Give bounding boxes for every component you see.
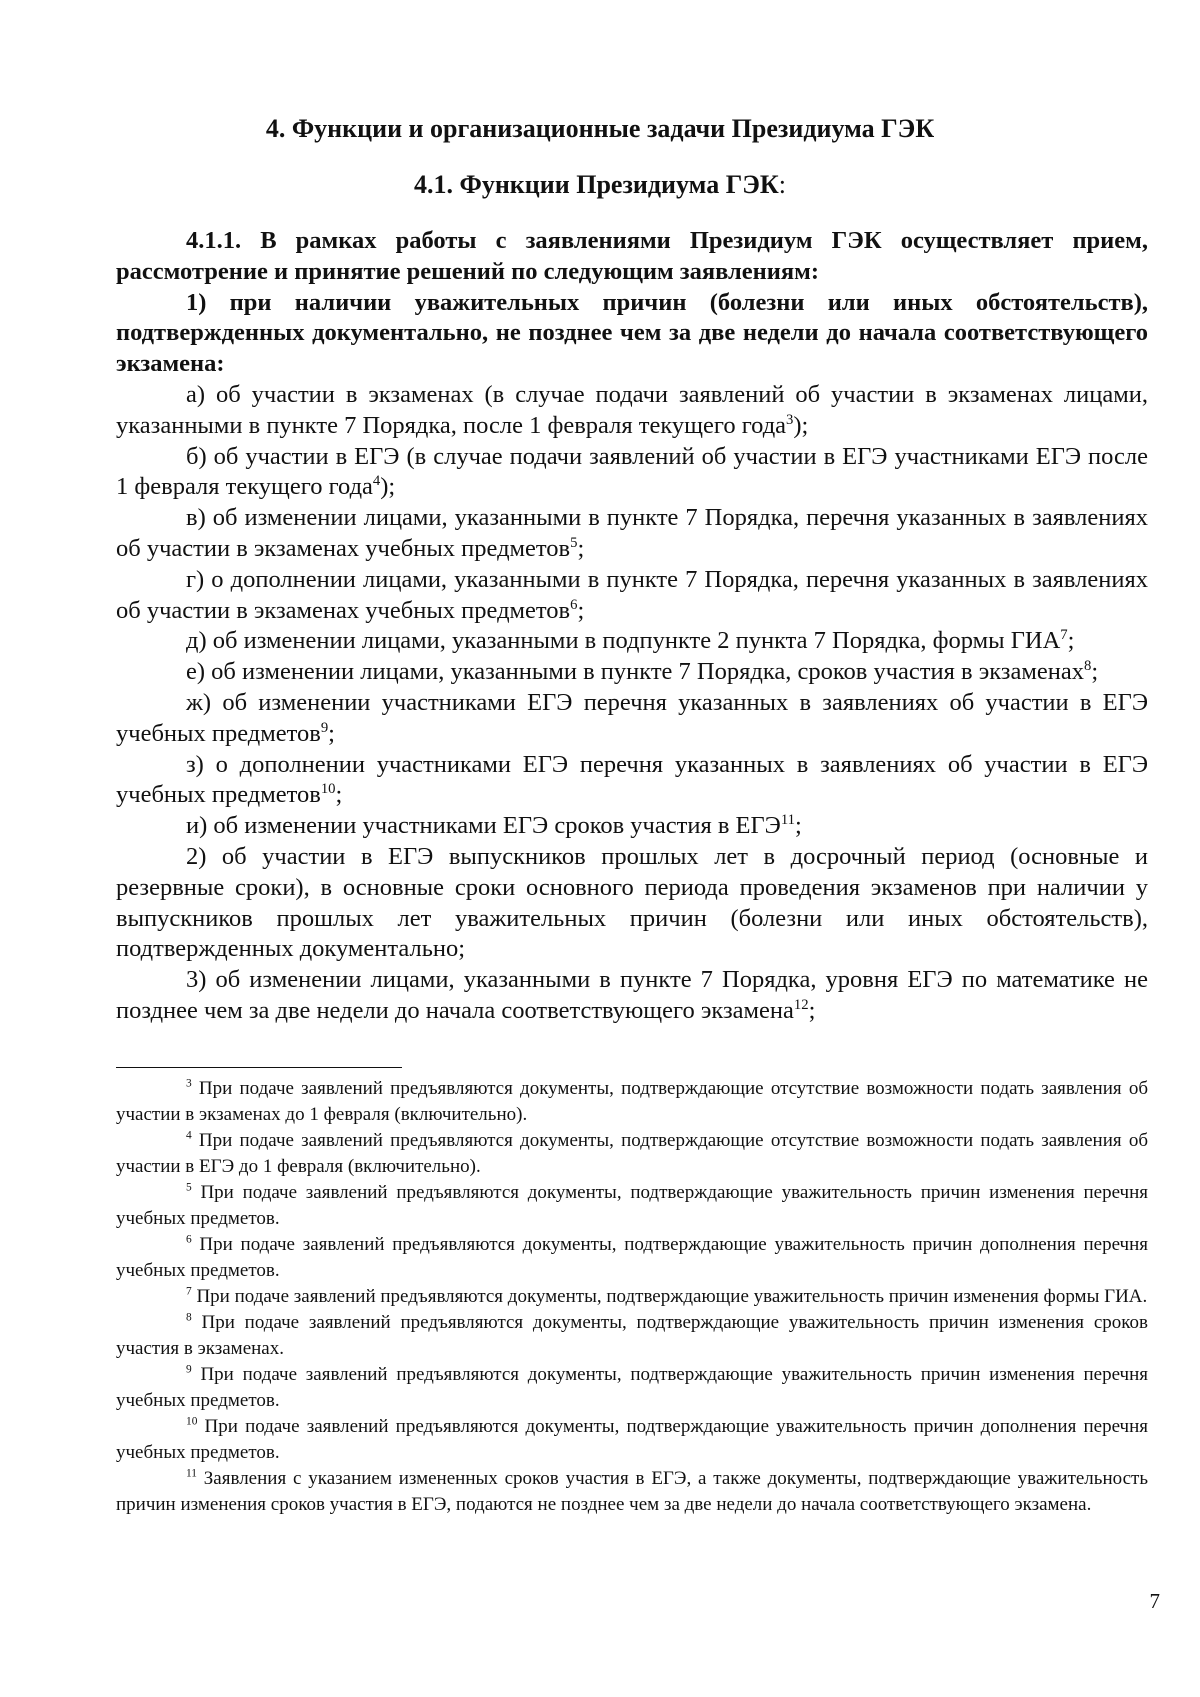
paragraph-item-v-end: ; <box>577 534 585 562</box>
footnote-ref: 11 <box>780 811 795 828</box>
footnote <box>116 1180 1148 1232</box>
subsection-heading-colon: : <box>778 170 786 199</box>
footnote-number: 10 <box>186 1415 198 1428</box>
paragraph-item-1: 1) при наличии уважительных причин (болезни или иных обстоятельств), подтвержденных документально, не позднее чем за две недели до начала соответствующего экзамена: <box>116 288 1148 378</box>
footnote <box>116 1362 1148 1414</box>
footnote-ref: 6 <box>570 596 578 613</box>
footnote <box>116 1310 1148 1362</box>
body-text <box>116 226 1148 1027</box>
paragraph-item-zh <box>116 688 1148 750</box>
footnote-text: При подаче заявлений предъявляются документы, подтверждающие уважительность причин изменения перечня учебных предметов. <box>116 1364 1148 1411</box>
paragraph-item-3-end: ; <box>808 996 816 1024</box>
footnote <box>116 1128 1148 1180</box>
paragraph-item-b-text: б) об участии в ЕГЭ (в случае подачи заявлений об участии в ЕГЭ участниками ЕГЭ после 1 февраля текущего года <box>116 442 1148 501</box>
footnote-text: При подаче заявлений предъявляются документы, подтверждающие уважительность причин изменения сроков участия в экзаменах. <box>116 1312 1148 1359</box>
paragraph-item-2: 2) об участии в ЕГЭ выпускников прошлых лет в досрочный период (основные и резервные сроки), в основные сроки основного периода проведения экзаменов при наличии у выпускников прошлых лет уважительных причин (болезни или иных обстоятельств), подтвержденных документально; <box>116 842 1148 963</box>
footnote <box>116 1414 1148 1466</box>
footnotes <box>116 1076 1148 1518</box>
paragraph-item-a-end: ); <box>793 411 809 439</box>
footnote-ref: 7 <box>1060 627 1068 644</box>
paragraph-item-z-end: ; <box>335 781 343 809</box>
footnote-number: 7 <box>186 1285 192 1298</box>
paragraph-item-a <box>116 380 1148 442</box>
footnote-text: Заявления с указанием измененных сроков участия в ЕГЭ, а также документы, подтверждающие уважительность причин изменения сроков участия в ЕГЭ, подаются не позднее чем за две недели до начала соответствующего экзамена. <box>116 1468 1148 1515</box>
paragraph-item-3-text: 3) об изменении лицами, указанными в пункте 7 Порядка, уровня ЕГЭ по математике не позднее чем за две недели до начала соответствующего экзамена <box>116 966 1148 1024</box>
paragraph-item-z <box>116 750 1148 812</box>
paragraph-item-v-text: в) об изменении лицами, указанными в пункте 7 Порядка, перечня указанных в заявлениях об участии в экзаменах учебных предметов <box>116 504 1148 562</box>
footnote-separator <box>116 1067 402 1068</box>
footnote-ref: 8 <box>1083 658 1092 674</box>
paragraph-4-1-1: 4.1.1. В рамках работы с заявлениями Президиум ГЭК осуществляет прием, рассмотрение и принятие решений по следующим заявлениям: <box>116 227 1148 285</box>
paragraph-item-b-end: ); <box>380 473 396 501</box>
footnote-ref: 9 <box>320 719 329 736</box>
paragraph-item-z-text: з) о дополнении участниками ЕГЭ перечня указанных в заявлениях об участии в ЕГЭ учебных предметов <box>116 750 1148 809</box>
paragraph-item-d-end: ; <box>1067 627 1075 655</box>
footnote-text: При подаче заявлений предъявляются документы, подтверждающие отсутствие возможности подать заявления об участии в экзаменах до 1 февраля (включительно). <box>116 1078 1148 1125</box>
footnote <box>116 1232 1148 1284</box>
footnote-number: 11 <box>186 1467 197 1480</box>
footnote-number: 4 <box>186 1129 192 1142</box>
footnote-number: 6 <box>186 1233 192 1246</box>
paragraph-item-i-end: ; <box>795 812 802 840</box>
footnote-text: При подаче заявлений предъявляются документы, подтверждающие уважительность причин изменения формы ГИА. <box>191 1286 1148 1307</box>
paragraph-item-e <box>116 657 1148 688</box>
footnote-text: При подаче заявлений предъявляются документы, подтверждающие уважительность причин дополнения перечня учебных предметов. <box>116 1234 1148 1281</box>
paragraph-item-g-end: ; <box>577 596 585 624</box>
footnote-number: 8 <box>186 1311 192 1324</box>
paragraph-item-b <box>116 442 1148 504</box>
footnote-ref: 3 <box>786 411 794 428</box>
paragraph-item-g <box>116 565 1148 627</box>
paragraph-item-zh-text: ж) об изменении участниками ЕГЭ перечня указанных в заявлениях об участии в ЕГЭ учебных предметов <box>116 688 1148 747</box>
paragraph-item-3 <box>116 965 1148 1027</box>
paragraph-item-g-text: г) о дополнении лицами, указанными в пункте 7 Порядка, перечня указанных в заявлениях об участии в экзаменах учебных предметов <box>116 565 1148 624</box>
footnote-ref: 10 <box>320 781 336 798</box>
footnote-number: 5 <box>186 1181 192 1194</box>
footnote-text: При подаче заявлений предъявляются документы, подтверждающие уважительность причин дополнения перечня учебных предметов. <box>116 1416 1148 1463</box>
footnote-text: При подаче заявлений предъявляются документы, подтверждающие отсутствие возможности подать заявления об участии в ЕГЭ до 1 февраля (включительно). <box>116 1130 1148 1177</box>
paragraph-item-e-text: е) об изменении лицами, указанными в пункте 7 Порядка, сроков участия в экзаменах <box>186 658 1084 686</box>
footnote <box>116 1076 1148 1128</box>
paragraph-item-d <box>116 626 1148 657</box>
footnote-text: При подаче заявлений предъявляются документы, подтверждающие уважительность причин изменения перечня учебных предметов. <box>116 1182 1148 1229</box>
footnote-ref: 12 <box>793 996 809 1013</box>
paragraph-item-zh-end: ; <box>328 719 335 747</box>
footnote-ref: 5 <box>570 534 578 551</box>
paragraph-item-a-text: а) об участии в экзаменах (в случае подачи заявлений об участии в экзаменах лицами, указанными в пункте 7 Порядка, после 1 февраля текущего года <box>116 380 1148 439</box>
footnote <box>116 1284 1148 1310</box>
footnote <box>116 1466 1148 1518</box>
paragraph-item-d-text: д) об изменении лицами, указанными в подпункте 2 пункта 7 Порядка, формы ГИА <box>186 627 1061 655</box>
paragraph-item-i-text: и) об изменении участниками ЕГЭ сроков участия в ЕГЭ <box>186 812 781 840</box>
paragraph-item-i <box>116 811 1148 842</box>
page-number: 7 <box>1149 1589 1160 1613</box>
subsection-heading <box>0 168 1200 202</box>
footnote-number: 3 <box>186 1077 192 1090</box>
footnote-ref: 4 <box>372 473 381 490</box>
subsection-heading-text: 4.1. Функции Президиума ГЭК <box>414 170 779 199</box>
footnote-number: 9 <box>186 1363 192 1376</box>
paragraph-item-e-end: ; <box>1091 658 1099 686</box>
paragraph-item-v <box>116 503 1148 565</box>
section-heading: 4. Функции и организационные задачи Президиума ГЭК <box>265 114 935 143</box>
